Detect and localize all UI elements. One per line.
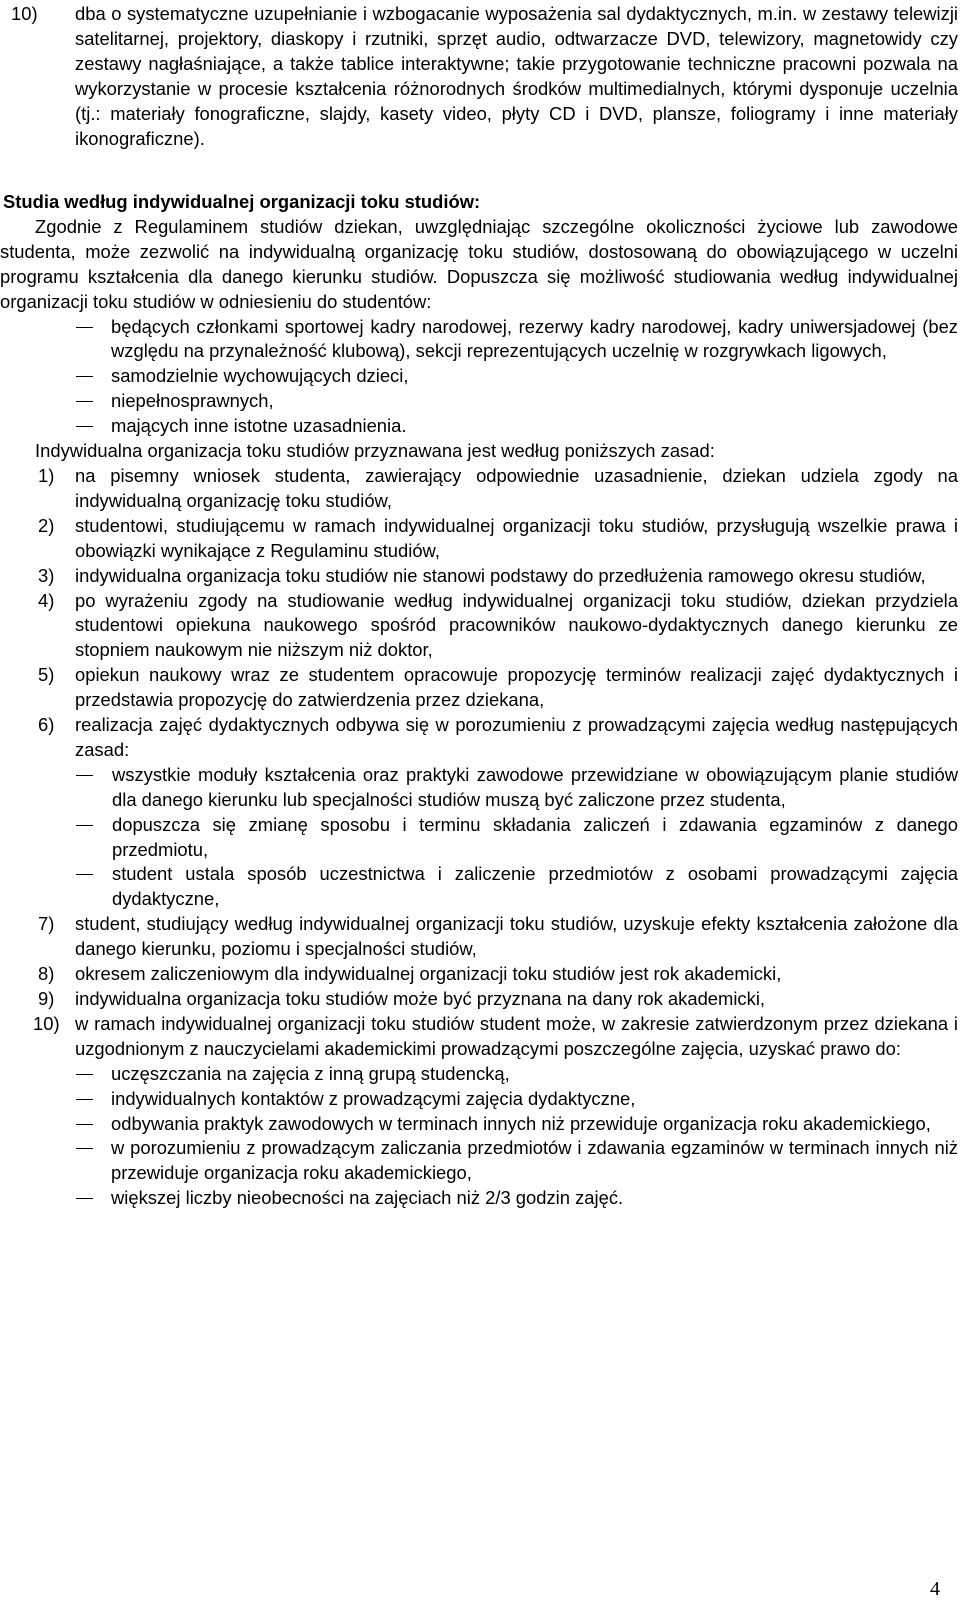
- intro-item: [0, 2, 960, 151]
- section-individual-studies: [0, 190, 960, 1211]
- list-item: 2) studentowi, studiującemu w ramach indywidualnej organizacji toku studiów, przysługują wszelkie prawa i obowiązki wynikające z Regulaminu studiów,: [38, 514, 958, 561]
- list-item: będących członkami sportowej kadry narodowej, rezerwy kadry narodowej, kadry uniwersjadowej (bez względu na przynależność klubową), sekcji reprezentujących uczelnię w rozgrywkach ligowych,: [0, 315, 960, 365]
- list-item: 7) student, studiujący według indywidualnej organizacji toku studiów, uzyskuje efekty kształcenia założone dla danego kierunku, poziomu i specjalności studiów,: [38, 913, 958, 960]
- dash-marker: [76, 825, 93, 826]
- dash-marker: [76, 1124, 93, 1125]
- dash-marker: [76, 401, 93, 402]
- list-item: 9) indywidualna organizacja toku studiów może być przyznana na dany rok akademicki,: [38, 988, 766, 1009]
- list-item: większej liczby nieobecności na zajęciach niż 2/3 godzin zajęć.: [0, 1186, 960, 1211]
- list-item: 1) na pisemny wniosek studenta, zawierający odpowiednie uzasadnienie, dziekan udziela zgody na indywidualną organizację toku studiów,: [38, 464, 958, 511]
- section-paragraph-2: Indywidualna organizacja toku studiów przyznawana jest według poniższych zasad:: [35, 440, 715, 462]
- list-item: uczęszczania na zajęcia z inną grupą studencką,: [0, 1062, 960, 1087]
- list-item: w porozumieniu z prowadzącym zaliczania przedmiotów i zdawania egzaminów w terminach innych niż przewiduje organizacja roku akademickiego,: [0, 1136, 960, 1186]
- list-item: dopuszcza się zmianę sposobu i terminu składania zaliczeń i zdawania egzaminów z danego przedmiotu,: [0, 813, 960, 863]
- list-item: student ustala sposób uczestnictwa i zaliczenie przedmiotów z osobami prowadzącymi zajęcia dydaktyczne,: [0, 862, 960, 912]
- dash-marker: [76, 1198, 93, 1199]
- section-paragraph-1: Zgodnie z Regulaminem studiów dziekan, uwzględniając szczególne okoliczności życiowe lub zawodowe studenta, może zezwolić na indywidualną organizację toku studiów, dostosowaną do obowiązującego w uczelni programu kształcenia dla danego kierunku studiów. Dopuszcza się możliwość studiowania według indywidualnej organizacji toku studiów w odniesieniu do studentów:: [0, 215, 958, 312]
- list-item: 5) opiekun naukowy wraz ze studentem opracowuje propozycję terminów realizacji zajęć dydaktycznych i przedstawia propozycję do zatwierdzenia przez dziekana,: [38, 664, 958, 711]
- list-item: niepełnosprawnych,: [0, 389, 960, 414]
- dash-marker: [76, 426, 93, 427]
- page-number: 4: [930, 1578, 940, 1600]
- list-item: mających inne istotne uzasadnienia.: [0, 414, 960, 439]
- list-item: 10) w ramach indywidualnej organizacji toku studiów student może, w zakresie zatwierdzonym przez dziekana i uzgodnionym z nauczycielami akademickimi prowadzącymi poszczególne zajęcia, uzyskać prawo do:: [33, 1012, 958, 1059]
- dash-marker: [76, 1074, 93, 1075]
- list-item: 3) indywidualna organizacja toku studiów nie stanowi podstawy do przedłużenia ramowego okresu studiów,: [38, 564, 926, 586]
- list-item: indywidualnych kontaktów z prowadzącymi zajęcia dydaktyczne,: [0, 1087, 960, 1112]
- dash-marker: [76, 327, 93, 328]
- rules-list: [0, 464, 960, 1211]
- list-item: samodzielnie wychowujących dzieci,: [0, 364, 960, 389]
- eligibility-list: [0, 315, 960, 440]
- list-item: odbywania praktyk zawodowych w terminach innych niż przewiduje organizacja roku akademickiego,: [0, 1112, 960, 1137]
- list-item: 4) po wyrażeniu zgody na studiowanie według indywidualnej organizacji toku studiów, dziekan przydziela studentowi opiekuna naukowego spośród pracowników naukowo-dydaktycznych danego kierunku ze stopniem naukowym nie niższym niż doktor,: [38, 589, 958, 661]
- section-heading: Studia według indywidualnej organizacji toku studiów:: [3, 191, 481, 212]
- dash-marker: [76, 874, 93, 875]
- dash-marker: [76, 376, 93, 377]
- dash-marker: [76, 775, 93, 776]
- dash-marker: [76, 1099, 93, 1100]
- list-item: 6) realizacja zajęć dydaktycznych odbywa się w porozumieniu z prowadzącymi zajęcia według następujących zasad:: [38, 714, 958, 760]
- intro-item-number: 10): [11, 3, 38, 24]
- list-item: wszystkie moduły kształcenia oraz praktyki zawodowe przewidziane w obowiązującym planie studiów dla danego kierunku lub specjalności studiów muszą być zaliczone przez studenta,: [0, 763, 960, 813]
- list-item: 8) okresem zaliczeniowym dla indywidualnej organizacji toku studiów jest rok akademicki,: [38, 963, 782, 985]
- intro-item-text: dba o systematyczne uzupełnianie i wzbogacanie wyposażenia sal dydaktycznych, m.in. w zestawy telewizji satelitarnej, projektory, diaskopy i rzutniki, sprzęt audio, odtwarzacze DVD, telewizory, magnetowidy czy zestawy nagłaśniające, a także tablice interaktywne; takie przygotowanie techniczne pracowni pozwala na wykorzystanie w procesie kształcenia różnorodnych środków multimedialnych, którymi dysponuje uczelnia (tj.: materiały fonograficzne, slajdy, kasety video, płyty CD i DVD, plansze, foliogramy i inne materiały ikonograficzne).: [75, 3, 958, 149]
- dash-marker: [76, 1148, 93, 1149]
